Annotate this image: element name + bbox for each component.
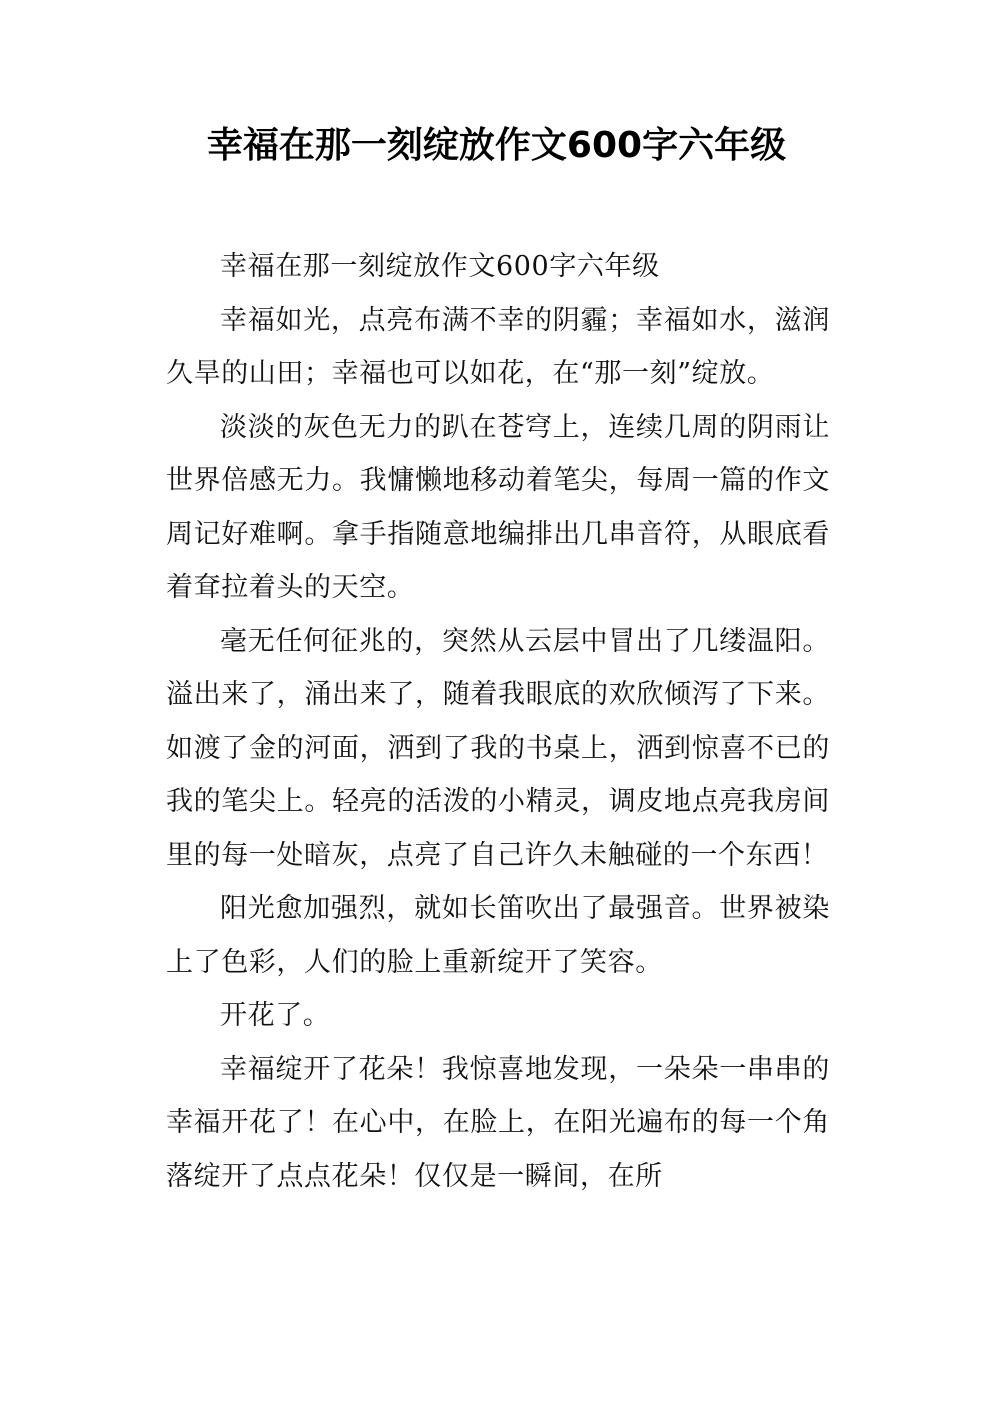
paragraph-1: 幸福如光，点亮布满不幸的阴霾；幸福如水，滋润久旱的山田；幸福也可以如花，在“那一刻”绽放。 [166,304,830,389]
paragraph-5: 开花了。 [220,1000,331,1031]
document-title: 幸福在那一刻绽放作文600字六年级 [206,125,787,166]
paragraph-6: 幸福绽开了花朵！我惊喜地发现，一朵朵一串串的幸福开花了！在心中，在脸上，在阳光遍布的每一个角落绽开了点点花朵！仅仅是一瞬间，在所 [166,1053,830,1192]
paragraph-4: 阳光愈加强烈，就如长笛吹出了最强音。世界被染上了色彩，人们的脸上重新绽开了笑容。 [166,893,830,978]
paragraph-3: 毫无任何征兆的，突然从云层中冒出了几缕温阳。溢出来了，涌出来了，随着我眼底的欢欣倾泻了下来。如渡了金的河面，洒到了我的书桌上，洒到惊喜不已的我的笔尖上。轻亮的活泼的小精灵，调皮地点亮我房间里的每一处暗灰，点亮了自己许久未触碰的一个东西！ [166,625,830,871]
paragraph-2: 淡淡的灰色无力的趴在苍穹上，连续几周的阴雨让世界倍感无力。我慵懒地移动着笔尖，每周一篇的作文周记好难啊。拿手指随意地编排出几串音符，从眼底看着耷拉着头的天空。 [166,411,830,603]
document-body [166,240,830,1203]
paragraph-subtitle: 幸福在那一刻绽放作文600字六年级 [220,251,660,282]
